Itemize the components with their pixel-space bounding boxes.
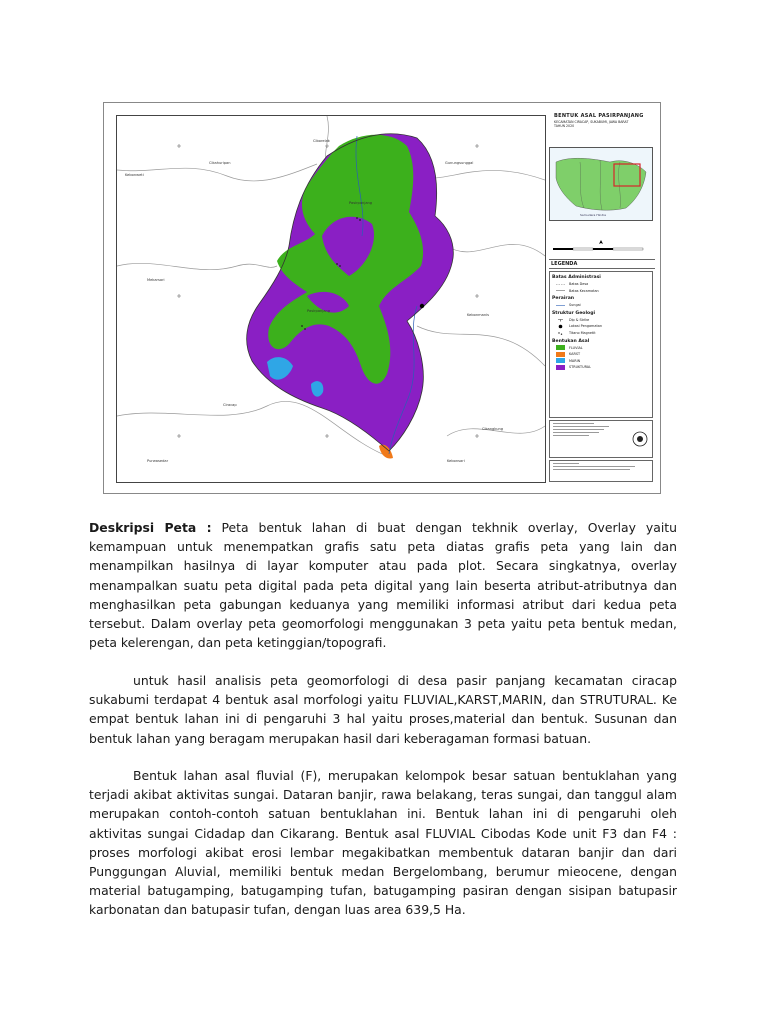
map-credits-box: [549, 420, 653, 458]
legend-item-label: MARIN: [569, 358, 581, 363]
legend-section-admin: Batas Administrasi: [552, 275, 601, 280]
paragraph-analysis: [89, 671, 677, 748]
map-subtitle-line: KECAMATAN CIRACAP, SUKABUMI, JAWA BARAT: [554, 120, 629, 124]
map-title: BENTUK ASAL PASIRPANJANG: [554, 113, 644, 119]
legend-item: [556, 324, 652, 329]
legend-item-label: Lokasi Pengamatan: [569, 324, 602, 329]
place-label: Cikahuripan: [209, 161, 231, 165]
legend-item: [556, 282, 652, 287]
map-figure: [103, 102, 661, 494]
paragraph-description: [89, 518, 677, 652]
fill-swatch-icon: [556, 365, 565, 370]
place-label: Pasirpanjang: [349, 201, 373, 205]
place-label: Kebonsari: [447, 459, 465, 463]
legend-item: [556, 358, 652, 363]
legend-item-label: Batas Desa: [569, 282, 589, 287]
place-label: Gunungsunggal: [445, 161, 474, 165]
paragraph-text: Bentuk lahan asal fluvial (F), merupakan kelompok besar satuan bentuklahan yang terjadi akibat aktivitas sungai. Dataran banjir, rawa belakang, teras sungai, dan tanggul alam merupakan contoh-contoh satuan bentuklahan ini. Bentuk lahan ini di pengaruhi oleh aktivitas sungai Cidadap dan Cikarang. Bentuk asal FLUVIAL Cibodas Kode unit F3 dan F4 : proses morfologi akibat erosi lembar megakibatkan membentuk dataran banjir dan dari Punggungan Aluvial, memiliki bentuk medan Bergelombang, berumur mieocene, dengan material batugamping, batugamping tufan, batugamping pasiran dengan sisipan batupasir karbonatan dan batupasir tufan, dengan luas area 639,5 Ha.: [89, 768, 677, 918]
place-label: Kebonweti: [125, 173, 144, 177]
dip-strike-icon: [556, 317, 565, 322]
paragraph-text: Peta bentuk lahan di buat dengan tekhnik overlay, Overlay yaitu kemampuan untuk menempatkan grafis satu peta diatas grafis peta yang lain dan menampilkan hasilnya di layar komputer atau pada plot. Secara singkatnya, overlay menampalkan suatu peta digital pada peta digital yang lain beserta atribut-atributnya dan menghasilkan peta gabungan keduanya yang memiliki informasi atribut dari kedua peta tersebut. Dalam overlay peta geomorfologi menggunakan 3 peta yaitu peta bentuk medan, peta kelerengan, dan peta ketinggian/topografi.: [89, 520, 677, 651]
river-line-icon: [556, 303, 565, 308]
legend-item-label: Batas Kecamatan: [569, 288, 599, 293]
legend-item-label: FLUVIAL: [569, 345, 583, 350]
legend-item-label: KARST: [569, 352, 581, 357]
map-side-panel: [546, 113, 654, 485]
paragraph-label: Deskripsi Peta :: [89, 520, 212, 535]
legend-item-label: Dip & Strike: [569, 317, 590, 322]
line-icon: [556, 288, 565, 293]
legend-item: [556, 303, 652, 308]
place-label: Mekarsari: [147, 278, 165, 282]
legend-item: [556, 352, 652, 357]
legend-item: [556, 345, 652, 350]
paragraph-fluvial: [89, 766, 677, 920]
place-label: Purwasedar: [147, 459, 169, 463]
scale-bar: [549, 239, 651, 255]
legend-item-label: STRUKTURAL: [569, 365, 591, 370]
legend-section-geology: Struktur Geologi: [552, 310, 596, 316]
fill-swatch-icon: [556, 345, 565, 350]
north-arrow-icon: [599, 240, 603, 244]
observation-point: [420, 304, 424, 308]
university-logo-icon: [632, 431, 648, 447]
legend-title: LEGENDA: [549, 259, 655, 269]
legend-item-label: Titano Magnetit: [569, 331, 596, 336]
legend-item: [556, 317, 652, 322]
fill-swatch-icon: [556, 352, 565, 357]
dashed-line-icon: [556, 282, 565, 287]
legend: [549, 271, 653, 418]
landform-map: [117, 116, 545, 482]
place-label: Kebonmanis: [467, 313, 489, 317]
map-sources-box: [549, 460, 653, 482]
legend-section-landform: Bentukan Asal: [552, 338, 590, 344]
legend-item: [556, 331, 652, 336]
place-label: Cikangkung: [482, 427, 504, 431]
map-canvas: [116, 115, 546, 483]
paragraph-text: untuk hasil analisis peta geomorfologi di desa pasir panjang kecamatan ciracap sukabumi terdapat 4 bentuk asal morfologi yaitu FLUVIAL,KARST,MARIN, dan STRUTURAL. Ke empat bentuk lahan ini di pengaruhi 3 hal yaitu proses,material dan bentuk. Susunan dan bentuk lahan yang beragam merupakan hasil dari keberagaman formasi batuan.: [89, 673, 677, 746]
legend-item: [556, 288, 652, 293]
sea-label: Samudera Hindia: [580, 213, 606, 217]
legend-section-water: Perairan: [552, 296, 575, 302]
locator-inset-map: [549, 147, 653, 221]
place-label: Ciborelak: [313, 139, 330, 143]
place-label: Ciracap: [223, 403, 237, 407]
fill-swatch-icon: [556, 358, 565, 363]
map-subtitle-line: TAHUN 2020: [554, 124, 575, 128]
dots-icon: [556, 331, 565, 336]
legend-item: [556, 365, 652, 370]
place-label: Pasirpanjang: [307, 309, 331, 313]
point-icon: [556, 324, 565, 329]
legend-item-label: Sungai: [569, 303, 581, 308]
